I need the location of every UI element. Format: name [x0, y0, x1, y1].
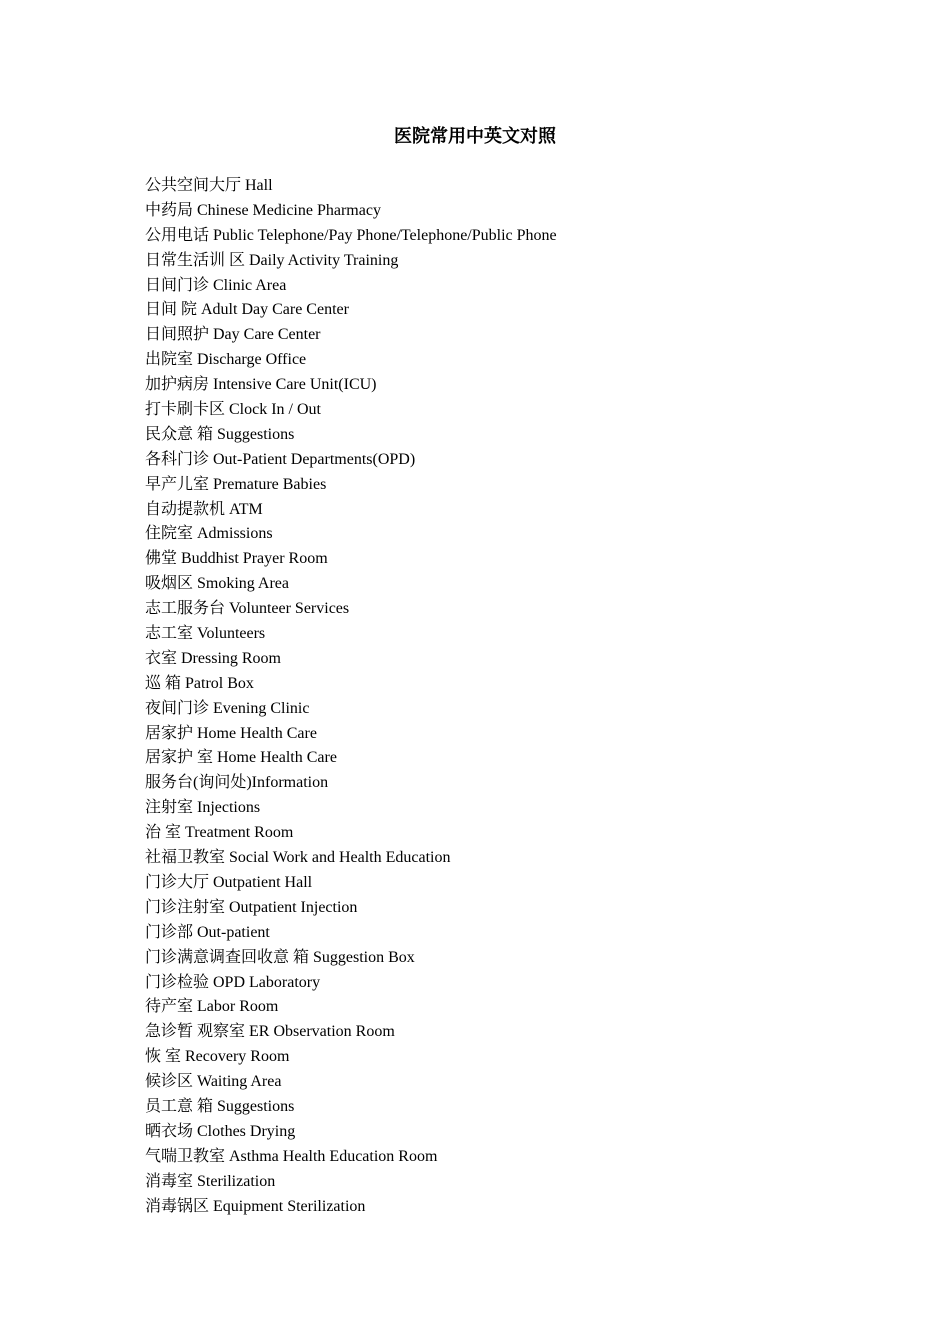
glossary-entry: 消毒锅区 Equipment Sterilization — [145, 1197, 366, 1215]
glossary-entry: 待产室 Labor Room — [145, 998, 279, 1016]
glossary-entry: 消毒室 Sterilization — [145, 1172, 276, 1190]
glossary-entry: 各科门诊 Out-Patient Departments(OPD) — [145, 450, 416, 468]
glossary-entry: 日间门诊 Clinic Area — [145, 276, 287, 294]
glossary-entry: 社福卫教室 Social Work and Health Education — [145, 849, 451, 867]
glossary-list — [145, 174, 557, 1219]
glossary-entry: 衣室 Dressing Room — [145, 649, 282, 667]
glossary-entry: 住院室 Admissions — [145, 525, 273, 543]
glossary-entry: 门诊大厅 Outpatient Hall — [145, 873, 313, 891]
glossary-entry: 居家护 Home Health Care — [145, 724, 317, 742]
glossary-entry: 出院室 Discharge Office — [145, 351, 307, 369]
glossary-entry: 早产儿室 Premature Babies — [145, 475, 327, 493]
glossary-entry: 注射室 Injections — [145, 799, 261, 817]
glossary-entry: 门诊部 Out-patient — [145, 923, 270, 941]
glossary-entry: 居家护 室 Home Health Care — [145, 749, 337, 767]
glossary-entry: 公共空间大厅 Hall — [145, 177, 273, 194]
glossary-entry: 恢 室 Recovery Room — [145, 1048, 290, 1066]
glossary-entry: 志工服务台 Volunteer Services — [145, 600, 350, 618]
glossary-entry: 志工室 Volunteers — [145, 625, 266, 643]
glossary-entry: 中药局 Chinese Medicine Pharmacy — [145, 201, 381, 219]
glossary-entry: 急诊暂 观察室 ER Observation Room — [145, 1023, 395, 1041]
glossary-entry: 气喘卫教室 Asthma Health Education Room — [145, 1147, 438, 1165]
glossary-entry: 员工意 箱 Suggestions — [145, 1097, 295, 1115]
glossary-entry: 晒衣场 Clothes Drying — [145, 1122, 296, 1140]
glossary-entry: 自动提款机 ATM — [145, 500, 263, 518]
glossary-entry: 门诊检验 OPD Laboratory — [145, 973, 321, 991]
glossary-entry: 治 室 Treatment Room — [145, 824, 294, 842]
glossary-entry: 加护病房 Intensive Care Unit(ICU) — [145, 376, 377, 394]
glossary-entry: 服务台(询问处)Information — [145, 774, 329, 792]
glossary-entry: 民众意 箱 Suggestions — [145, 425, 295, 443]
glossary-entry: 门诊满意调查回收意 箱 Suggestion Box — [145, 948, 415, 966]
glossary-entry: 打卡刷卡区 Clock In / Out — [145, 401, 321, 419]
glossary-entry: 日间照护 Day Care Center — [145, 326, 321, 344]
glossary-entry: 候诊区 Waiting Area — [145, 1073, 282, 1091]
glossary-entry: 公用电话 Public Telephone/Pay Phone/Telephone/Public Phone — [145, 226, 557, 244]
glossary-entry: 佛堂 Buddhist Prayer Room — [145, 550, 328, 568]
document-title: 医院常用中英文对照 — [394, 126, 556, 146]
glossary-entry: 日常生活训 区 Daily Activity Training — [145, 251, 399, 269]
glossary-entry: 日间 院 Adult Day Care Center — [145, 301, 349, 319]
glossary-entry: 门诊注射室 Outpatient Injection — [145, 898, 358, 916]
glossary-entry: 巡 箱 Patrol Box — [145, 674, 254, 692]
glossary-entry: 夜间门诊 Evening Clinic — [145, 699, 310, 717]
glossary-entry: 吸烟区 Smoking Area — [145, 575, 289, 593]
